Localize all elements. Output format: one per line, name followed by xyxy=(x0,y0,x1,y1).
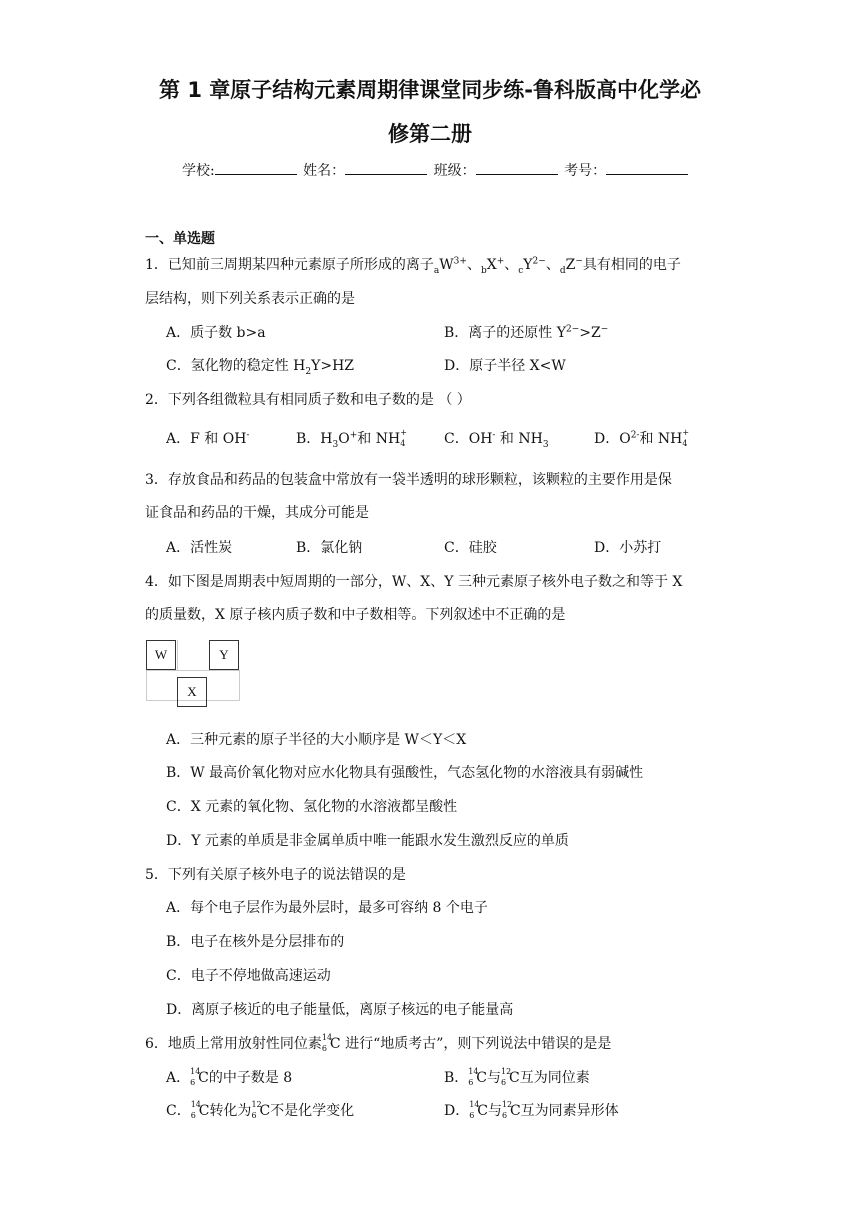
q1-option-c: C．氢化物的稳定性 $H_2Y>HZ$ xyxy=(166,358,355,377)
q3-line1: 3．存放食品和药品的包装盒中常放有一袋半透明的球形颗粒，该颗粒的主要作用是保 xyxy=(145,472,672,488)
school-label: 学校: xyxy=(182,163,215,179)
q2-option-d: D．$O^{2-}$和 NH + 4 xyxy=(594,428,690,448)
q1-line2: 层结构，则下列关系表示正确的是 xyxy=(145,291,355,307)
q6-option-c: C． 14 6 C转化为 12 6 C不是化学变化 xyxy=(166,1100,355,1120)
q4-option-a: A．三种元素的原子半径的大小顺序是 W＜Y＜X xyxy=(166,732,467,748)
q6-option-b: B． 14 6 C与 12 6 C互为同位素 xyxy=(444,1067,590,1087)
q3-option-d: D．小苏打 xyxy=(594,540,662,556)
q2-stem: 2．下列各组微粒具有相同质子数和电子数的是 （ ） xyxy=(145,392,471,408)
school-blank xyxy=(215,162,297,175)
q1-option-b: B．离子的还原性 $Y^{2-}>Z^-$ xyxy=(444,324,609,341)
student-info xyxy=(182,160,690,180)
q1-option-a: A．质子数 b>a xyxy=(166,325,266,341)
q2-option-b: B．$H_3O^+$和 NH + 4 xyxy=(296,428,407,450)
q5-option-a: A．每个电子层作为最外层时，最多可容纳 8 个电子 xyxy=(166,900,488,916)
q3-option-b: B．氯化钠 xyxy=(296,540,363,556)
q6-stem: 6．地质上常用放射性同位素 14 6 C 进行“地质考古”，则下列说法中错误的是是 xyxy=(145,1033,612,1053)
q4-line2: 的质量数，X 原子核内质子数和中子数相等。下列叙述中不正确的是 xyxy=(145,607,566,623)
q5-option-c: C．电子不停地做高速运动 xyxy=(166,968,331,984)
title-line-1: 第 1 章原子结构元素周期律课堂同步练-鲁科版高中化学必 xyxy=(159,78,701,102)
q3-line2: 证食品和药品的干燥，其成分可能是 xyxy=(145,505,369,521)
q1-line1: 1．已知前三周期某四种元素原子所形成的离子$_aW^{3+}$、$_b$X+、$_cY^{2-}$、$_d$Z−具有相同的电子 xyxy=(145,256,681,276)
q6-option-a: A． 14 6 C的中子数是 8 xyxy=(166,1067,293,1087)
exam-no-blank xyxy=(606,162,688,175)
q4-option-d: D．Y 元素的单质是非金属单质中唯一能跟水发生激烈反应的单质 xyxy=(166,833,569,849)
q2-option-a: A．F 和 OH- xyxy=(166,430,250,447)
section-heading: 一、单选题 xyxy=(145,231,215,247)
cell-y: Y xyxy=(209,640,239,670)
exam-no-label: 考号： xyxy=(564,163,607,179)
q3-option-c: C．硅胶 xyxy=(444,540,497,556)
class-blank xyxy=(476,162,558,175)
q4-option-c: C．X 元素的氧化物、氢化物的水溶液都呈酸性 xyxy=(166,799,458,815)
title-line-2: 修第二册 xyxy=(388,122,472,146)
cell-w: W xyxy=(146,640,176,670)
q4-option-b: B．W 最高价氧化物对应水化物具有强酸性，气态氢化物的水溶液具有弱碱性 xyxy=(166,765,644,781)
cell-x: X xyxy=(177,677,207,707)
q6-option-d: D． 14 6 C与 12 6 C互为同素异形体 xyxy=(444,1100,619,1120)
q4-line1: 4．如下图是周期表中短周期的一部分，W、X、Y 三种元素原子核外电子数之和等于 X xyxy=(145,574,683,590)
q5-stem: 5．下列有关原子核外电子的说法错误的是 xyxy=(145,867,406,883)
class-label: 班级： xyxy=(433,163,476,179)
name-blank xyxy=(345,162,427,175)
name-label: 姓名： xyxy=(303,163,346,179)
q2-option-c: C．OH- 和 $NH_3$ xyxy=(444,430,549,450)
q5-option-b: B．电子在核外是分层排布的 xyxy=(166,934,345,950)
q1-option-d: D．原子半径 X<W xyxy=(444,358,566,374)
q5-option-d: D．离原子核近的电子能量低，离原子核远的电子能量高 xyxy=(166,1002,514,1018)
q3-option-a: A．活性炭 xyxy=(166,540,233,556)
